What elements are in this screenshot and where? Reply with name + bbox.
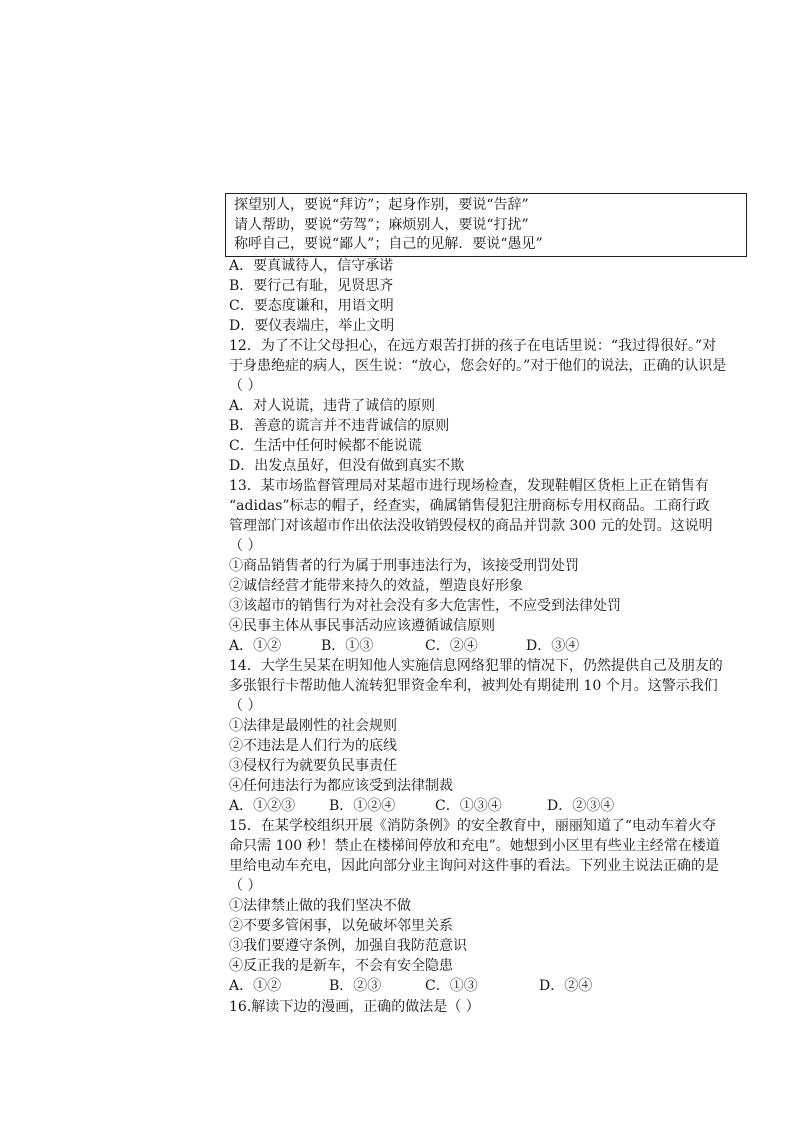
q13-stem-line: “adidas”标志的帽子，经查实，确属销售侵犯注册商标专用权商品。工商行政 [229,498,710,514]
q14-choice-b: B．①②④ [329,798,396,814]
q14-statement: ③侵权行为就要负民事责任 [229,758,397,774]
q14-choice-a: A．①②③ [229,798,296,814]
q15-stem-line: 15．在某学校组织开展《消防条例》的安全教育中，丽丽知道了“电动车着火夺 [229,818,716,834]
q12-stem-line: 于身患绝症的病人，医生说：“放心，您会好的。”对于他们的说法，正确的认识是 [229,358,727,374]
q13-statement: ①商品销售者的行为属于刑事违法行为，该接受刑罚处罚 [229,558,579,574]
q12-option-d: D．出发点虽好，但没有做到真实不欺 [229,458,465,474]
q15-choice-b: B．②③ [329,978,382,994]
box-line: 探望别人，要说“拜访”；起身作别，要说“告辞” [234,197,529,213]
q15-statement: ③我们要遵守条例，加强自我防范意识 [229,938,467,954]
q15-choice-c: C．①③ [425,978,478,994]
q11-option-d: D．要仪表端庄，举止文明 [229,318,395,334]
q13-choice-d: D．③④ [526,638,580,654]
q14-choice-c: C．①③④ [435,798,502,814]
q14-statement: ①法律是最刚性的社会规则 [229,718,397,734]
q12-stem-line: 12．为了不让父母担心，在远方艰苦打拼的孩子在电话里说：“我过得很好。”对 [229,338,717,354]
q13-statement: ③该超市的销售行为对社会没有多大危害性，不应受到法律处罚 [229,598,621,614]
q15-answer-blank: （ ） [229,878,262,894]
q15-choice-d: D．②④ [539,978,593,994]
q13-stem-line: 13．某市场监督管理局对某超市进行现场检查，发现鞋帽区货柜上正在销售有 [229,478,709,494]
q15-statement: ①法律禁止做的我们坚决不做 [229,898,411,914]
q14-choice-d: D．②③④ [547,798,615,814]
q14-stem-line: 多张银行卡帮助他人流转犯罪资金牟利，被判处有期徒刑 10 个月。这警示我们 [229,678,718,694]
q14-answer-blank: （ ） [229,698,262,714]
q15-statement: ②不要多管闲事，以免破坏邻里关系 [229,918,453,934]
q15-stem-line: 里给电动车充电，因此向部分业主询问对这件事的看法。下列业主说法正确的是 [229,858,719,874]
q15-stem-line: 命只需 100 秒！禁止在楼梯间停放和充电”。她想到小区里有些业主经常在楼道 [229,838,720,854]
q13-choice-b: B．①③ [321,638,374,654]
q13-choice-a: A．①② [229,638,282,654]
q13-statement: ②诚信经营才能带来持久的效益，塑造良好形象 [229,578,523,594]
q13-stem-line: 管理部门对该超市作出依法没收销毁侵权的商品并罚款 300 元的处罚。这说明 [229,518,713,534]
q13-answer-blank: （ ） [229,538,262,554]
q16-stem: 16.解读下边的漫画，正确的做法是（ ） [229,999,480,1015]
q11-option-a: A．要真诚待人，信守承诺 [229,258,394,274]
q12-option-b: B．善意的谎言并不违背诚信的原则 [229,418,450,434]
q13-choice-c: C．②④ [425,638,478,654]
q13-statement: ④民事主体从事民事活动应该遵循诚信原则 [229,618,495,634]
q12-option-c: C．生活中任何时候都不能说谎 [229,438,422,454]
q14-statement: ④任何违法行为都应该受到法律制裁 [229,778,453,794]
q15-choice-a: A．①② [229,978,282,994]
q14-stem-line: 14．大学生吴某在明知他人实施信息网络犯罪的情况下，仍然提供自己及朋友的 [229,658,723,674]
q15-statement: ④反正我的是新车，不会有安全隐患 [229,958,453,974]
q12-answer-blank: （ ） [229,378,262,394]
q11-option-c: C．要态度谦和，用语文明 [229,298,394,314]
box-line: 请人帮助，要说“劳驾”；麻烦别人，要说“打扰” [234,216,529,233]
q11-option-b: B．要行己有耻，见贤思齐 [229,278,394,294]
q12-option-a: A．对人说谎，违背了诚信的原则 [229,398,436,414]
q14-statement: ②不违法是人们行为的底线 [229,738,397,754]
quote-box [225,193,747,257]
box-line: 称呼自己，要说“鄙人”；自己的见解．要说“愚见” [234,236,543,252]
